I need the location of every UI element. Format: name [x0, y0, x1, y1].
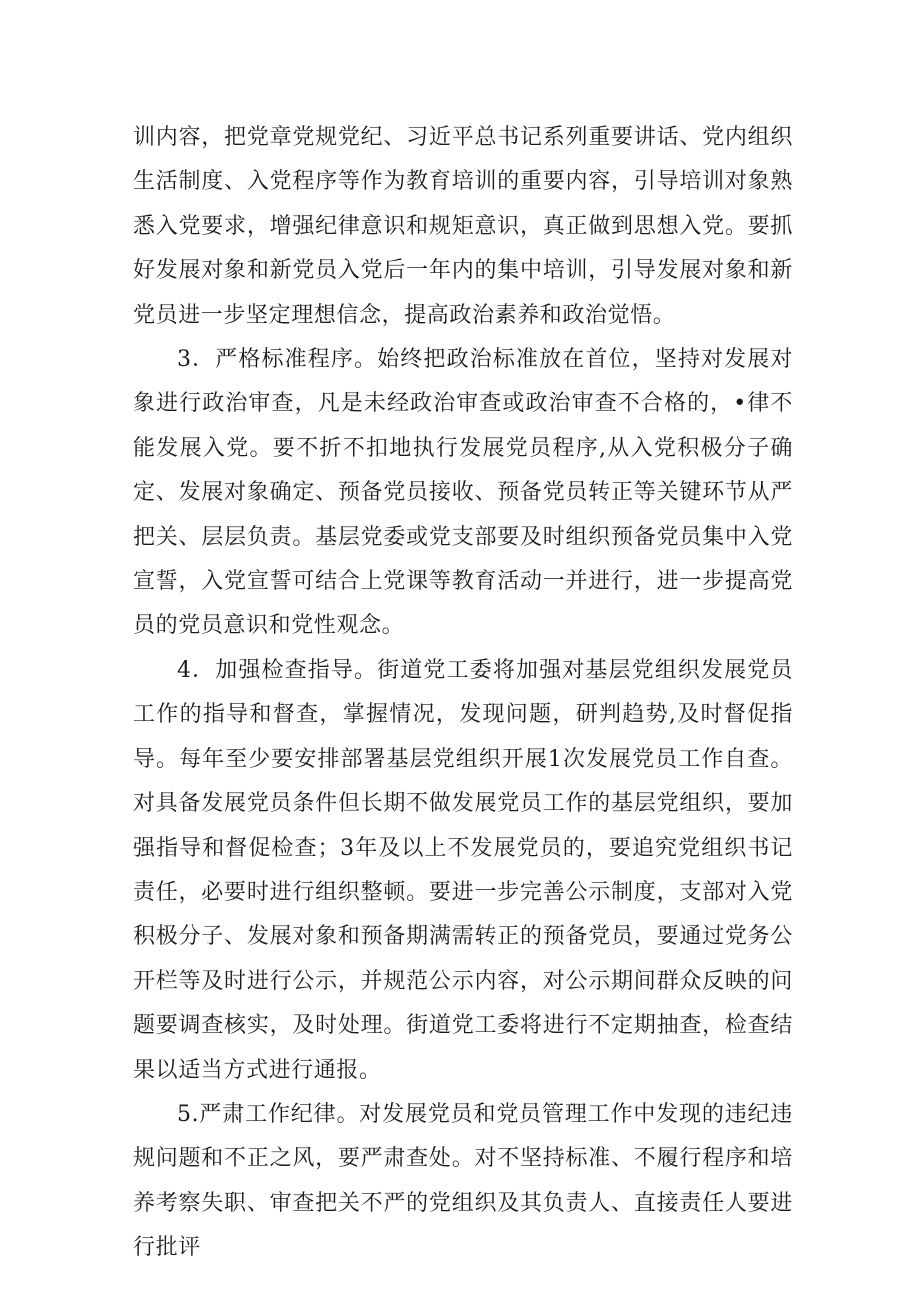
paragraph-strict-standards: 3．严格标准程序。始终把政治标准放在首位，坚持对发展对象进行政治审查，凡是未经政治审查或政治审查不合格的，•律不能发展入党。要不折不扣地执行发展党员程序,从入党积极分子确定、发展对象确定、预备党员接收、预备党员转正等关键环节从严把关、层层负责。基层党委或党支部要及时组织预备党员集中入党宣誓，入党宣誓可结合上党课等教育活动一并进行，进一步提高党员的党员意识和党性观念。: [133, 347, 793, 639]
paragraph-inspection-guidance: 4．加强检查指导。街道党工委将加强对基层党组织发展党员工作的指导和督查，掌握情况，发现问题，研判趋势,及时督促指导。每年至少要安排部署基层党组织开展1次发展党员工作自查。对具备发展党员条件但长期不做发展党员工作的基层党组织，要加强指导和督促检查；3年及以上不发展党员的，要追究党组织书记责任，必要时进行组织整顿。要进一步完善公示制度，支部对入党积极分子、发展对象和预备期满需转正的预备党员，要通过党务公开栏等及时进行公示，并规范公示内容，对公示期间群众反映的问题要调查核实，及时处理。街道党工委将进行不定期抽查，检查结果以适当方式进行通报。: [133, 657, 793, 1083]
paragraph-training-content: 训内容，把党章党规党纪、习近平总书记系列重要讲话、党内组织生活制度、入党程序等作为教育培训的重要内容，引导培训对象熟悉入党要求，增强纪律意识和规矩意识，真正做到思想入党。要抓好发展对象和新党员入党后一年内的集中培训，引导发展对象和新党员进一步坚定理想信念，提高政治素养和政治觉悟。: [133, 125, 793, 328]
paragraph-work-discipline: 5.严肃工作纪律。对发展党员和党员管理工作中发现的违纪违规问题和不正之风，要严肃查处。对不坚持标准、不履行程序和培养考察失职、审查把关不严的党组织及其负责人、直接责任人要进行批评: [133, 1101, 793, 1261]
document-body: [133, 116, 793, 1271]
